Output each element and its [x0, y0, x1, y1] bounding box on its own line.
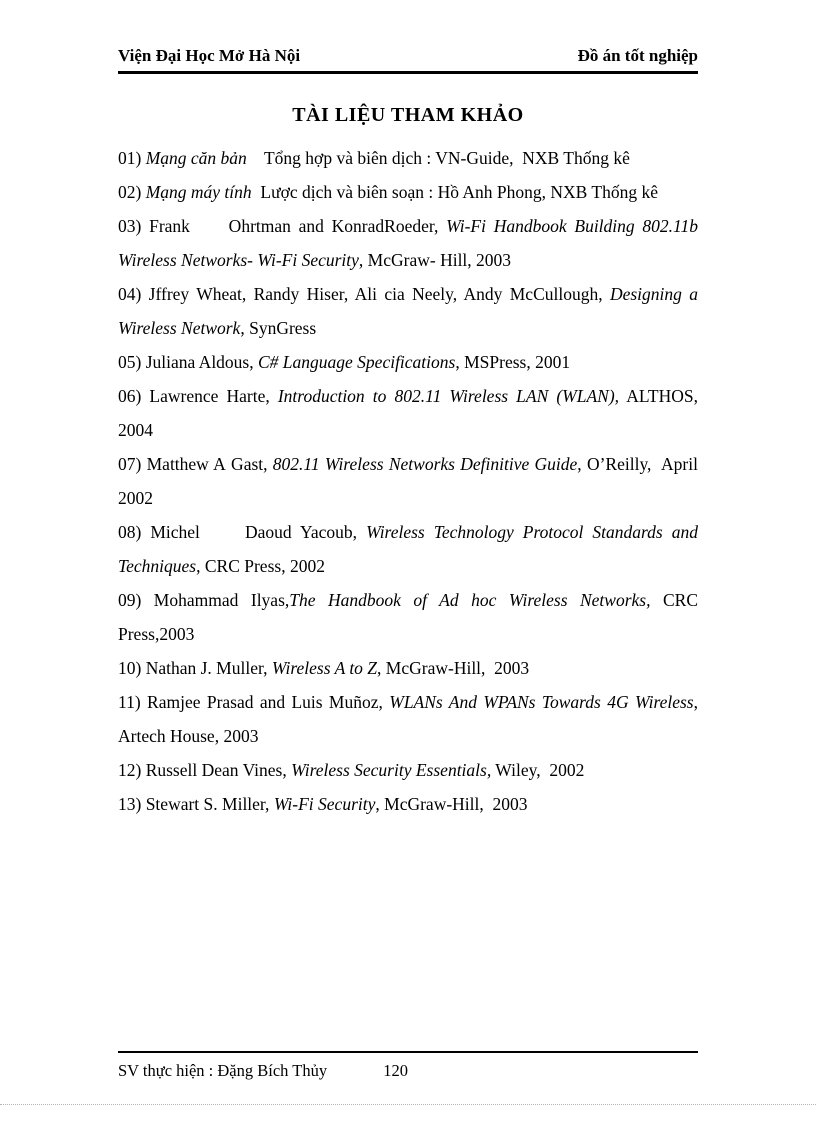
reference-segment: Wi-Fi Security: [273, 794, 376, 814]
reference-item: [118, 345, 698, 379]
reference-segment: Tổng hợp và biên dịch : VN-Guide, NXB Thống kê: [246, 148, 630, 168]
reference-segment: 08) Michel Daoud Yacoub,: [118, 522, 367, 542]
reference-segment: 802.11 Wireless Networks Definitive Guide: [272, 454, 578, 474]
reference-item: [118, 787, 698, 821]
reference-segment: Wireless A to Z: [271, 658, 378, 678]
page-title: TÀI LIỆU THAM KHẢO: [292, 104, 524, 126]
reference-item: [118, 515, 698, 583]
reference-segment: Mạng căn bản: [145, 148, 247, 168]
reference-segment: 06) Lawrence Harte,: [118, 386, 278, 406]
reference-segment: Designing a Wireless Network: [118, 284, 698, 338]
reference-segment: , MSPress, 2001: [455, 352, 571, 372]
reference-item: [118, 141, 698, 175]
reference-segment: 05) Juliana Aldous,: [118, 352, 258, 372]
reference-segment: , Artech House, 2003: [118, 692, 698, 746]
reference-item: [118, 175, 698, 209]
page-edge-divider: [0, 1104, 816, 1105]
reference-segment: 11) Ramjee Prasad and Luis Muñoz,: [118, 692, 390, 712]
reference-item: [118, 685, 698, 753]
reference-segment: 07) Matthew A Gast,: [118, 454, 273, 474]
reference-segment: 10) Nathan J. Muller,: [118, 658, 272, 678]
reference-segment: Introduction to 802.11 Wireless LAN (WLAN),: [277, 386, 620, 406]
footer-author: SV thực hiện : Đặng Bích Thủy: [118, 1061, 328, 1080]
reference-item: [118, 209, 698, 277]
reference-segment: 09) Mohammad Ilyas,: [118, 590, 290, 610]
reference-segment: Wireless Technology Protocol Standards and Techniques: [118, 522, 699, 576]
header-institution: Viện Đại Học Mở Hà Nội: [118, 46, 301, 65]
reference-item: [118, 583, 698, 651]
references-list: [118, 141, 698, 821]
reference-segment: C# Language Specifications: [258, 352, 456, 372]
page-number: 120: [383, 1061, 408, 1080]
reference-segment: The Handbook of Ad hoc Wireless Networks,: [289, 590, 651, 610]
reference-item: [118, 753, 698, 787]
reference-segment: 04) Jffrey Wheat, Randy Hiser, Ali cia Neely, Andy McCullough,: [118, 284, 610, 304]
reference-segment: , O’Reilly, April 2002: [118, 454, 698, 508]
page-footer: [118, 1051, 698, 1081]
reference-segment: 12) Russell Dean Vines,: [118, 760, 292, 780]
reference-item: [118, 379, 698, 447]
header-document-type: Đồ án tốt nghiệp: [577, 46, 698, 65]
reference-segment: WLANs And WPANs Towards 4G Wireless: [389, 692, 694, 712]
reference-segment: , McGraw-Hill, 2003: [375, 794, 528, 814]
reference-segment: , McGraw- Hill, 2003: [358, 250, 512, 270]
reference-segment: Wiley, 2002: [491, 760, 585, 780]
reference-item: [118, 277, 698, 345]
reference-segment: 01): [118, 148, 146, 168]
reference-segment: Wireless Security Essentials,: [291, 760, 492, 780]
reference-segment: 03) Frank Ohrtman and KonradRoeder,: [118, 216, 447, 236]
reference-segment: Mạng máy tính: [145, 182, 252, 202]
reference-segment: 02): [118, 182, 146, 202]
reference-segment: , McGraw-Hill, 2003: [377, 658, 530, 678]
reference-segment: CRC Press,2003: [118, 590, 698, 644]
reference-segment: , SynGress: [240, 318, 317, 338]
reference-segment: , CRC Press, 2002: [196, 556, 325, 576]
reference-segment: Wi-Fi Handbook Building 802.11b Wireless Networks- Wi-Fi Security: [118, 216, 698, 270]
page-header: [118, 0, 698, 74]
reference-segment: ALTHOS, 2004: [118, 386, 698, 440]
reference-segment: 13) Stewart S. Miller,: [118, 794, 274, 814]
reference-item: [118, 447, 698, 515]
reference-item: [118, 651, 698, 685]
reference-segment: Lược dịch và biên soạn : Hồ Anh Phong, NXB Thống kê: [251, 182, 658, 202]
